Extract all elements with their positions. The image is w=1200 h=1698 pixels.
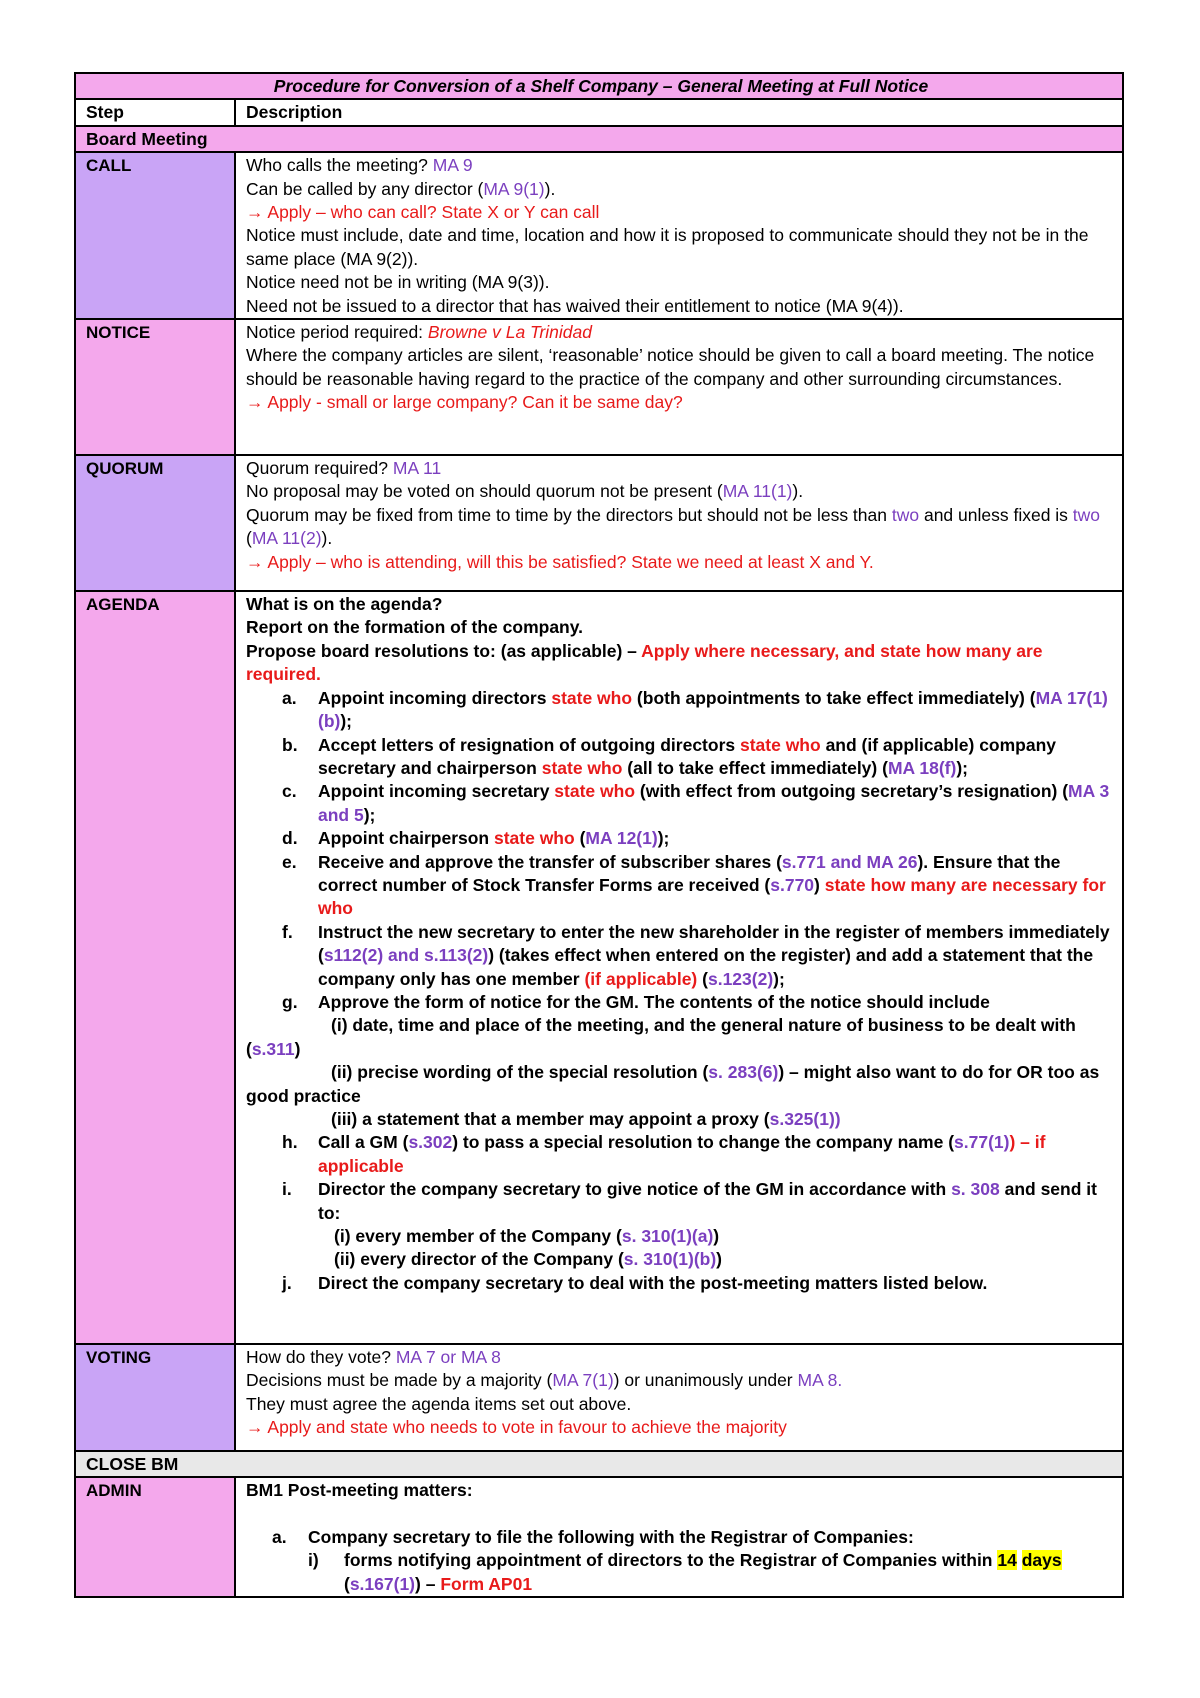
description-notice	[235, 319, 1123, 455]
sub-item: (ii) precise wording of the special resolution (s. 283(6)) – might also want to do for OR too as good practice	[246, 1062, 1100, 1106]
list-item: a. Appoint incoming directors state who (both appointments to take effect immediately) (MA 17(1)(b));	[282, 687, 1108, 732]
sub-item: (i) date, time and place of the meeting, and the general nature of business to be dealt with (s.311)	[246, 1015, 1076, 1059]
header-step: Step	[75, 99, 235, 125]
sub-item: (iii) a statement that a member may appoint a proxy (s.325(1))	[331, 1109, 841, 1129]
text-line: Quorum may be fixed from time to time by the directors but should not be less than two and unless fixed is two (MA 11(2)).	[246, 504, 1101, 549]
step-agenda: AGENDA	[75, 591, 235, 1344]
text-line: How do they vote? MA 7 or MA 8	[246, 1347, 501, 1368]
header-row	[75, 99, 1123, 125]
text-line: They must agree the agenda items set out above.	[246, 1393, 632, 1414]
step-admin: ADMIN	[75, 1477, 235, 1597]
list-item: a. Company secretary to file the following with the Registrar of Companies:	[272, 1526, 914, 1547]
row-voting	[75, 1344, 1123, 1451]
spacer	[246, 1503, 1116, 1526]
list-item: h. Call a GM (s.302) to pass a special resolution to change the company name (s.77(1)) – if applicable	[282, 1132, 1046, 1176]
text-line: Notice must include, date and time, location and how it is proposed to communicate should they not be in the same place (MA 9(2)).	[246, 225, 1089, 269]
apply-note: → Apply - small or large company? Can it be same day?	[246, 392, 683, 413]
list-item: i) forms notifying appointment of directors to the Registrar of Companies within 14 days (s.167(1)) – Form AP01	[308, 1550, 1062, 1594]
section-label: Board Meeting	[75, 126, 1123, 152]
apply-note: → Apply – who can call? State X or Y can call	[246, 202, 600, 223]
description-quorum	[235, 455, 1123, 591]
title-row	[75, 73, 1123, 99]
text-line: Decisions must be made by a majority (MA 7(1)) or unanimously under MA 8.	[246, 1370, 843, 1391]
section-label: CLOSE BM	[75, 1451, 1123, 1477]
list-item: f. Instruct the new secretary to enter the new shareholder in the register of members immediately (s112(2) and s.113(2)) (takes effect when entered on the register) and add a statement that the company only has one member (if applicable) (s.123(2));	[282, 921, 1110, 989]
list-item: j. Direct the company secretary to deal with the post-meeting matters listed below.	[282, 1272, 988, 1293]
header-description: Description	[235, 99, 1123, 125]
text-line: No proposal may be voted on should quorum not be present (MA 11(1)).	[246, 481, 804, 502]
description-voting	[235, 1344, 1123, 1451]
step-quorum: QUORUM	[75, 455, 235, 591]
row-admin	[75, 1477, 1123, 1597]
text-line: Notice need not be in writing (MA 9(3)).	[246, 272, 550, 293]
agenda-propose: Propose board resolutions to: (as applicable) – Apply where necessary, and state how many are required.	[246, 640, 1043, 685]
text-line: Notice period required: Browne v La Trinidad	[246, 322, 592, 343]
sub-item: (i) every member of the Company (s. 310(1)(a))	[334, 1226, 720, 1247]
step-notice: NOTICE	[75, 319, 235, 455]
row-quorum	[75, 455, 1123, 591]
agenda-report: Report on the formation of the company.	[246, 617, 584, 638]
row-call	[75, 152, 1123, 319]
procedure-table	[74, 72, 1124, 1598]
table-title: Procedure for Conversion of a Shelf Company – General Meeting at Full Notice	[75, 73, 1123, 99]
apply-note: → Apply and state who needs to vote in favour to achieve the majority	[246, 1417, 787, 1438]
text-line: Quorum required? MA 11	[246, 458, 442, 479]
list-item: d. Appoint chairperson state who (MA 12(1));	[282, 828, 670, 849]
text-line: Can be called by any director (MA 9(1)).	[246, 178, 556, 199]
list-item: b. Accept letters of resignation of outgoing directors state who and (if applicable) company secretary and chairperson state who (all to take effect immediately) (MA 18(f));	[282, 734, 1057, 778]
agenda-question: What is on the agenda?	[246, 594, 443, 615]
row-agenda	[75, 591, 1123, 1344]
sub-item: (ii) every director of the Company (s. 310(1)(b))	[334, 1249, 722, 1270]
text-line: Where the company articles are silent, ‘reasonable’ notice should be given to call a board meeting. The notice should be reasonable having regard to the practice of the company and other surrounding circumstances.	[246, 345, 1095, 389]
description-admin	[235, 1477, 1123, 1597]
description-agenda	[235, 591, 1123, 1344]
description-call	[235, 152, 1123, 319]
step-call: CALL	[75, 152, 235, 319]
text-line: Who calls the meeting? MA 9	[246, 155, 473, 176]
admin-heading: BM1 Post-meeting matters:	[246, 1480, 473, 1501]
step-voting: VOTING	[75, 1344, 235, 1451]
row-notice	[75, 319, 1123, 455]
apply-note: → Apply – who is attending, will this be satisfied? State we need at least X and Y.	[246, 551, 874, 572]
list-item: c. Appoint incoming secretary state who (with effect from outgoing secretary’s resignation) (MA 3 and 5);	[282, 781, 1110, 825]
section-close-bm	[75, 1451, 1123, 1477]
text-line: Need not be issued to a director that has waived their entitlement to notice (MA 9(4)).	[246, 295, 904, 316]
section-board-meeting	[75, 126, 1123, 152]
list-item: e. Receive and approve the transfer of subscriber shares (s.771 and MA 26). Ensure that the correct number of Stock Transfer Forms are received (s.770) state how many are necessary for who	[282, 851, 1106, 919]
list-item: g. Approve the form of notice for the GM. The contents of the notice should include	[282, 991, 990, 1012]
list-item: i. Director the company secretary to give notice of the GM in accordance with s. 308 and send it to:	[282, 1179, 1097, 1223]
